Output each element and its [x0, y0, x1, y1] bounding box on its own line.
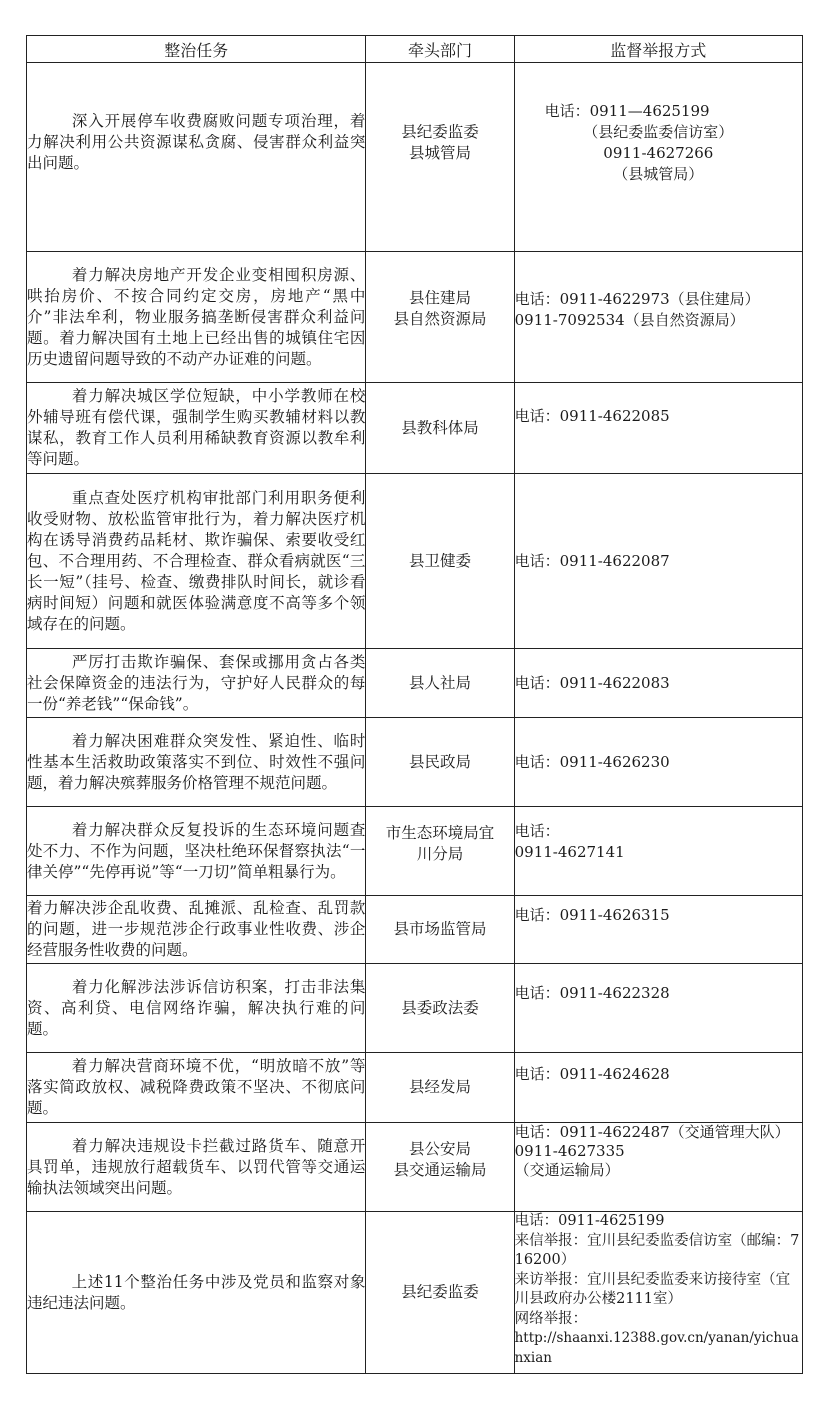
task-cell: [27, 1212, 366, 1374]
contact-line: 网络举报：: [514, 1310, 588, 1327]
task-cell: [27, 1123, 366, 1212]
dept-line: 县住建局: [409, 289, 472, 307]
dept-line: 县公安局: [409, 1140, 472, 1158]
table-row: [27, 807, 803, 896]
contact-line: 电话：0911-4622328: [514, 984, 670, 1002]
contact-cell: [514, 649, 802, 718]
header-task: 整治任务: [27, 36, 366, 63]
dept-cell: [366, 649, 514, 718]
dept-cell: [366, 896, 514, 964]
table-row: [27, 1123, 803, 1212]
table-row: [27, 383, 803, 474]
task-text: 着力解决营商环境不优，“明放暗不放”等落实简政放权、减税降费政策不坚决、不彻底问题。: [27, 1057, 366, 1117]
dept-line: 县纪委监委: [401, 123, 479, 141]
table-row: [27, 1053, 803, 1123]
contact-cell: [514, 1053, 802, 1123]
dept-line: 县纪委监委: [401, 1283, 479, 1301]
task-text: 深入开展停车收费腐败问题专项治理，着力解决利用公共资源谋私贪腐、侵害群众利益突出问题。: [27, 111, 366, 172]
task-text: 着力解决城区学位短缺，中小学教师在校外辅导班有偿代课，强制学生购买教辅材料以教谋私，教育工作人员利用稀缺教育资源以教牟利等问题。: [27, 387, 366, 468]
contact-cell: [514, 1123, 802, 1212]
header-dept: 牵头部门: [366, 36, 514, 63]
contact-cell: [514, 252, 802, 383]
table-row: [27, 896, 803, 964]
contact-line: （县城管局）: [613, 165, 704, 183]
contact-cell: [514, 474, 802, 649]
contact-cell: [514, 63, 802, 252]
dept-line: 县自然资源局: [393, 310, 487, 328]
contact-line: 电话：0911-4626315: [514, 906, 670, 924]
task-text: 着力解决群众反复投诉的生态环境问题查处不力、不作为问题，坚决杜绝环保督察执法“一律关停”“先停再说”等“一刀切”简单粗暴行为。: [27, 820, 366, 881]
task-cell: [27, 718, 366, 807]
dept-line: 县交通运输局: [393, 1161, 487, 1179]
supervision-table: [26, 35, 803, 1374]
contact-line: 0911-7092534（县自然资源局）: [514, 311, 745, 329]
dept-cell: [366, 474, 514, 649]
task-cell: [27, 649, 366, 718]
dept-cell: [366, 964, 514, 1053]
contact-line: 来访举报：宜川县纪委监委来访接待室（宜川县政府办公楼2111室）: [514, 1271, 791, 1307]
table-row: [27, 1212, 803, 1374]
dept-line: 县人社局: [409, 673, 472, 692]
contact-line: 电话：0911-4622973（县住建局）: [514, 290, 760, 308]
contact-line: 0911-4627266: [603, 144, 714, 162]
contact-line: 电话：0911—4625199: [544, 102, 710, 120]
task-text: 着力化解涉法涉诉信访积案，打击非法集资、高利贷、电信网络诈骗，解决执行难的问题。: [27, 977, 366, 1038]
contact-line: 电话：0911-4626230: [514, 752, 670, 771]
dept-line: 县市场监管局: [393, 920, 487, 938]
dept-line: 县城管局: [409, 144, 472, 162]
table-header-row: [27, 36, 803, 63]
task-text: 着力解决涉企乱收费、乱摊派、乱检查、乱罚款的问题，进一步规范涉企行政事业性收费、涉企经营服务性收费的问题。: [27, 899, 366, 959]
table-row: [27, 649, 803, 718]
dept-cell: [366, 1053, 514, 1123]
table-row: [27, 718, 803, 807]
contact-line: 电话：0911-4622087: [514, 551, 670, 570]
task-text: 着力解决违规设卡拦截过路货车、随意开具罚单，违规放行超载货车、以罚代管等交通运输执法领域突出问题。: [27, 1136, 366, 1197]
task-cell: [27, 383, 366, 474]
task-text: 着力解决困难群众突发性、紧迫性、临时性基本生活救助政策落实不到位、时效性不强问题，着力解决殡葬服务价格管理不规范问题。: [27, 731, 366, 792]
dept-line: 县委政法委: [401, 998, 479, 1017]
contact-cell: [514, 807, 802, 896]
dept-line: 县卫健委: [409, 551, 472, 570]
task-text: 重点查处医疗机构审批部门利用职务便利收受财物、放松监管审批行为，着力解决医疗机构在诱导消费药品耗材、欺诈骗保、索要收受红包、不合理用药、不合理检查、群众看病就医“三长一短”（挂号、检查、缴费排队时间长，就诊看病时间短）问题和就医体验满意度不高等多个领域存在的问题。: [27, 488, 366, 633]
contact-cell: [514, 896, 802, 964]
table-row: [27, 474, 803, 649]
table-row: [27, 63, 803, 252]
task-cell: [27, 252, 366, 383]
dept-line: 川分局: [416, 845, 464, 863]
task-cell: [27, 807, 366, 896]
dept-cell: [366, 1123, 514, 1212]
contact-line: 电话：0911-4622085: [514, 407, 670, 425]
task-cell: [27, 964, 366, 1053]
task-cell: [27, 896, 366, 964]
dept-line: 县教科体局: [401, 418, 479, 437]
contact-cell: [514, 383, 802, 474]
task-cell: [27, 63, 366, 252]
dept-cell: [366, 383, 514, 474]
contact-line: （交通运输局）: [514, 1161, 620, 1179]
task-text: 上述11个整治任务中涉及党员和监察对象违纪违法问题。: [27, 1272, 366, 1312]
contact-line: 来信举报：宜川县纪委监委信访室（邮编：716200）: [514, 1232, 800, 1268]
table-row: [27, 964, 803, 1053]
contact-cell: [514, 1212, 802, 1374]
dept-cell: [366, 1212, 514, 1374]
contact-line: 0911-4627141: [514, 843, 625, 861]
dept-line: 县经发局: [409, 1078, 472, 1096]
contact-line: 0911-4627335: [514, 1142, 625, 1160]
table-row: [27, 252, 803, 383]
contact-url[interactable]: http://shaanxi.12388.gov.cn/yanan/yichuanxian: [514, 1330, 799, 1366]
dept-line: 市生态环境局宜: [385, 824, 495, 842]
header-contact: 监督举报方式: [514, 36, 802, 63]
dept-cell: [366, 63, 514, 252]
dept-cell: [366, 252, 514, 383]
contact-line: （县纪委监委信访室）: [583, 123, 734, 141]
task-cell: [27, 474, 366, 649]
task-text: 着力解决房地产开发企业变相囤积房源、哄抬房价、不按合同约定交房，房地产“黑中介”非法牟利，物业服务搞垄断侵害群众利益问题。着力解决国有土地上已经出售的城镇住宅因历史遗留问题导致的不动产办证难的问题。: [27, 265, 366, 368]
contact-line: 电话：0911-4625199: [514, 1213, 665, 1229]
task-cell: [27, 1053, 366, 1123]
contact-cell: [514, 964, 802, 1053]
dept-cell: [366, 718, 514, 807]
dept-cell: [366, 807, 514, 896]
task-text: 严厉打击欺诈骗保、套保或挪用贪占各类社会保障资金的违法行为，守护好人民群众的每一份“养老钱”“保命钱”。: [27, 652, 366, 713]
contact-cell: [514, 718, 802, 807]
contact-line: 电话：: [514, 822, 560, 840]
dept-line: 县民政局: [409, 752, 472, 771]
contact-line: 电话：0911-4624628: [514, 1065, 670, 1083]
contact-line: 电话：0911-4622487（交通管理大队）: [514, 1123, 790, 1141]
contact-line: 电话：0911-4622083: [514, 673, 670, 692]
